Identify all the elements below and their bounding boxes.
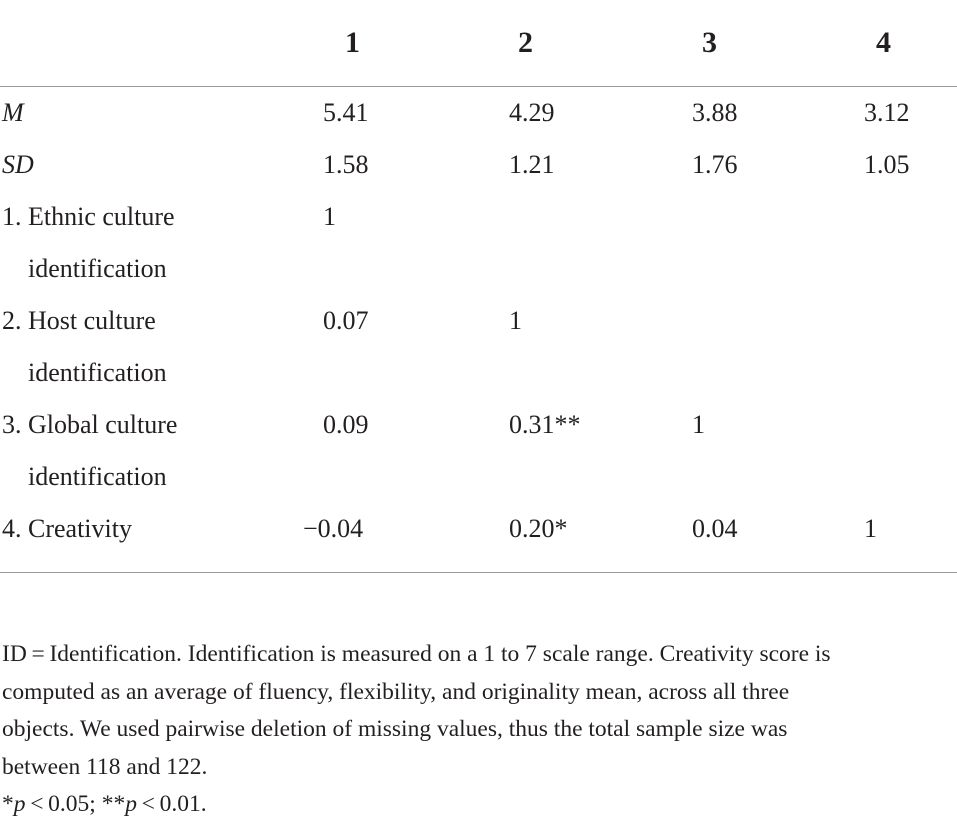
cell-creativity-1: −0.04 xyxy=(303,514,364,543)
row-label-global: 3. Global culture xyxy=(2,410,178,439)
table-header-row xyxy=(0,0,957,87)
cell-creativity-3: 0.04 xyxy=(692,514,738,543)
cell-ethnic-1: 1 xyxy=(323,202,336,231)
table-row-sd xyxy=(0,139,957,191)
cell-ethnic-3 xyxy=(670,191,840,243)
cell-ethnic-cont-3 xyxy=(670,243,840,295)
footnote-line-2: computed as an average of fluency, flexibility, and originality mean, across all three xyxy=(2,678,790,705)
table-row-ethnic-cont xyxy=(0,243,957,295)
table-row-ethnic xyxy=(0,191,957,243)
cell-host-cont-4 xyxy=(840,347,957,399)
cell-mean-2: 4.29 xyxy=(509,98,555,127)
cell-host-1: 0.07 xyxy=(323,306,369,335)
sig-star-2: ** xyxy=(101,791,126,817)
footnote-line-1: ID = Identification. Identification is measured on a 1 to 7 scale range. Creativity score is xyxy=(2,641,831,667)
cell-mean-4: 3.12 xyxy=(864,98,910,127)
cell-global-2: 0.31** xyxy=(509,410,581,439)
cell-creativity-4: 1 xyxy=(864,514,877,543)
row-label-ethnic-cont: identification xyxy=(28,254,167,283)
table-row-global xyxy=(0,399,957,451)
cell-global-cont-2 xyxy=(490,451,670,503)
header-col-3: 3 xyxy=(670,0,840,87)
cell-global-3: 1 xyxy=(692,410,705,439)
cell-sd-2: 1.21 xyxy=(509,150,555,179)
header-col-1: 1 xyxy=(300,0,490,87)
cell-sd-4: 1.05 xyxy=(864,150,910,179)
header-col-2: 2 xyxy=(490,0,670,87)
table-row-global-cont xyxy=(0,451,957,503)
cell-mean-1: 5.41 xyxy=(323,98,369,127)
cell-global-1: 0.09 xyxy=(323,410,369,439)
cell-host-cont-2 xyxy=(490,347,670,399)
table-footnote xyxy=(2,636,952,824)
cell-host-2: 1 xyxy=(509,306,522,335)
cell-global-cont-1 xyxy=(300,451,490,503)
cell-global-cont-4 xyxy=(840,451,957,503)
cell-sd-3: 1.76 xyxy=(692,150,738,179)
header-col-4: 4 xyxy=(840,0,957,87)
cell-ethnic-cont-2 xyxy=(490,243,670,295)
sig-p-2: p xyxy=(125,791,137,817)
row-label-mean: M xyxy=(2,98,24,127)
row-label-global-cont: identification xyxy=(28,462,167,491)
cell-creativity-2: 0.20* xyxy=(509,514,568,543)
cell-ethnic-2 xyxy=(490,191,670,243)
cell-host-cont-1 xyxy=(300,347,490,399)
row-label-host: 2. Host culture xyxy=(2,306,156,335)
table-row-mean xyxy=(0,87,957,140)
cell-host-4 xyxy=(840,295,957,347)
cell-host-cont-3 xyxy=(670,347,840,399)
cell-host-3 xyxy=(670,295,840,347)
table-row-host-cont xyxy=(0,347,957,399)
sig-star-1: * xyxy=(2,791,14,817)
table-row-creativity xyxy=(0,503,957,555)
cell-ethnic-cont-4 xyxy=(840,243,957,295)
header-empty xyxy=(0,0,300,87)
row-label-host-cont: identification xyxy=(28,358,167,387)
row-label-sd: SD xyxy=(2,150,34,179)
cell-mean-3: 3.88 xyxy=(692,98,738,127)
cell-ethnic-cont-1 xyxy=(300,243,490,295)
row-label-creativity: 4. Creativity xyxy=(2,514,132,543)
sig-val-2: < 0.01. xyxy=(136,791,207,817)
cell-global-cont-3 xyxy=(670,451,840,503)
footnote-line-4: between 118 and 122. xyxy=(2,753,208,780)
table-bottom-rule xyxy=(0,572,957,573)
footnote-significance xyxy=(2,786,952,824)
sig-p-1: p xyxy=(13,791,26,817)
table-row-host xyxy=(0,295,957,347)
sig-val-1: < 0.05; xyxy=(25,791,102,817)
cell-global-4 xyxy=(840,399,957,451)
row-label-ethnic: 1. Ethnic culture xyxy=(2,202,175,231)
footnote-line-3: objects. We used pairwise deletion of missing values, thus the total sample size was xyxy=(2,716,788,742)
cell-ethnic-4 xyxy=(840,191,957,243)
cell-sd-1: 1.58 xyxy=(323,150,369,179)
